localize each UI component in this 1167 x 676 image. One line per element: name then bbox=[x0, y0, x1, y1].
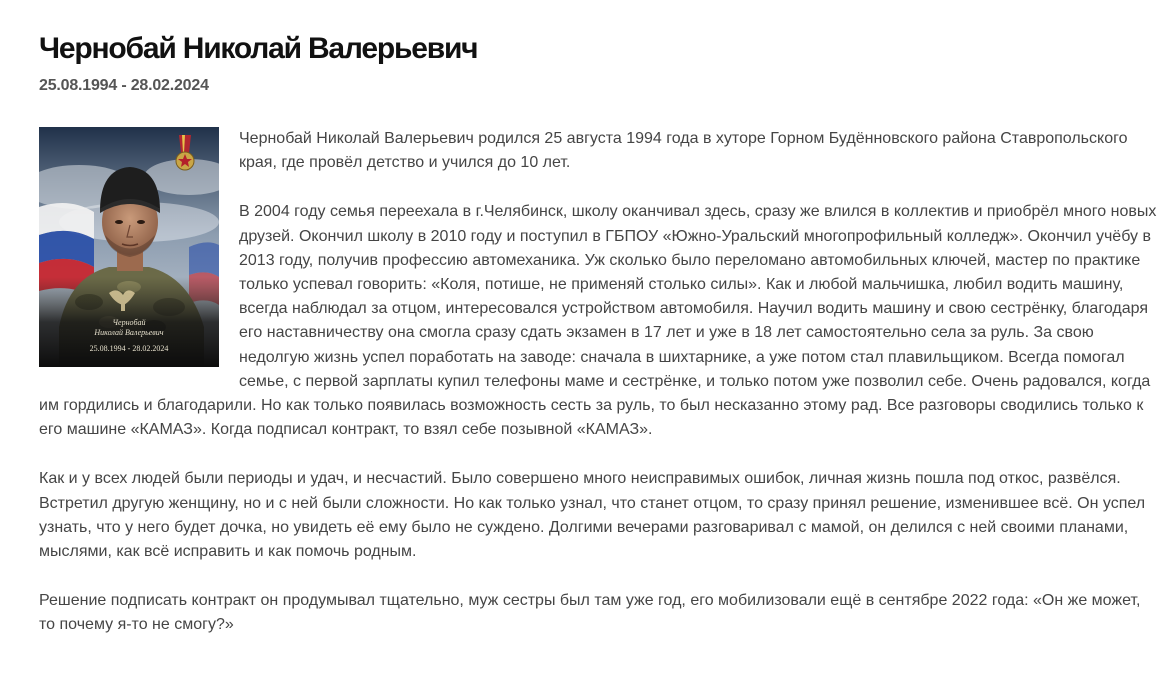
portrait-image bbox=[39, 127, 219, 367]
bio-paragraph-2: В 2004 году семья переехала в г.Челябинск, школу оканчивал здесь, сразу же влился в коллектив и приобрёл много новых друзей. Окончил школу в 2010 году и поступил в ГБПОУ «Южно-Уральский многопрофильный колледж». Окончил учёбу в 2013 году, получив профессию автомеханика. Уж сколько было переломано автомобильных ключей, мастер по практике только успевал говорить: «Коля, потише, не применяй столько силы». Как и любой мальчишка, любил водить машину, всегда наблюдал за отцом, интересовался устройством автомобиля. Научил водить машину и свою сестрёнку, благодаря его наставничеству она смогла сразу сдать экзамен в 17 лет и уже в 18 лет самостоятельно села за руль. За свою недолгую жизнь успел поработать на заводе: сначала в шихтарнике, а уже потом стал плавильщиком. Всегда помогал семье, с первой зарплаты купил телефоны маме и сестрёнке, и только потом уже позволил себе. Очень радовался, когда им гордились и благодарили. Но как только появилась возможность сесть за руль, то был несказанно этому рад. Все разговоры сводились только к его машине «КАМАЗ». Когда подписал контракт, то взял себе позывной «КАМАЗ». bbox=[39, 203, 1157, 439]
portrait-caption-name: Чернобай bbox=[112, 318, 146, 327]
portrait-caption-fullname: Николай Валерьевич bbox=[94, 328, 164, 337]
life-dates: 25.08.1994 - 28.02.2024 bbox=[39, 77, 209, 94]
portrait-caption-dates: 25.08.1994 - 28.02.2024 bbox=[89, 344, 169, 353]
page-title: Чернобай Николай Валерьевич bbox=[39, 32, 478, 65]
bio-paragraph-3: Как и у всех людей были периоды и удач, и несчастий. Было совершено много неисправимых ошибок, личная жизнь пошла под откос, развёлся. Встретил другую женщину, но и с ней были сложности. Но как только узнал, что станет отцом, то сразу принял решение, изменившее всё. Он успел узнать, что у него будет дочка, но увидеть её ему было не суждено. Долгими вечерами разговаривал с мамой, он делился с ней своими планами, мыслями, как всё исправить и как помочь родным. bbox=[39, 470, 1146, 561]
bio-paragraph-4: Решение подписать контракт он продумывал тщательно, муж сестры был там уже год, его мобилизовали ещё в сентябре 2022 года: «Он же может, то почему я-то не смогу?» bbox=[39, 592, 1141, 634]
biography bbox=[39, 127, 1159, 638]
bio-paragraph-1: Чернобай Николай Валерьевич родился 25 августа 1994 года в хуторе Горном Будённовского района Ставропольского края, где провёл детство и учился до 10 лет. bbox=[239, 130, 1128, 172]
memorial-portrait bbox=[39, 127, 219, 367]
